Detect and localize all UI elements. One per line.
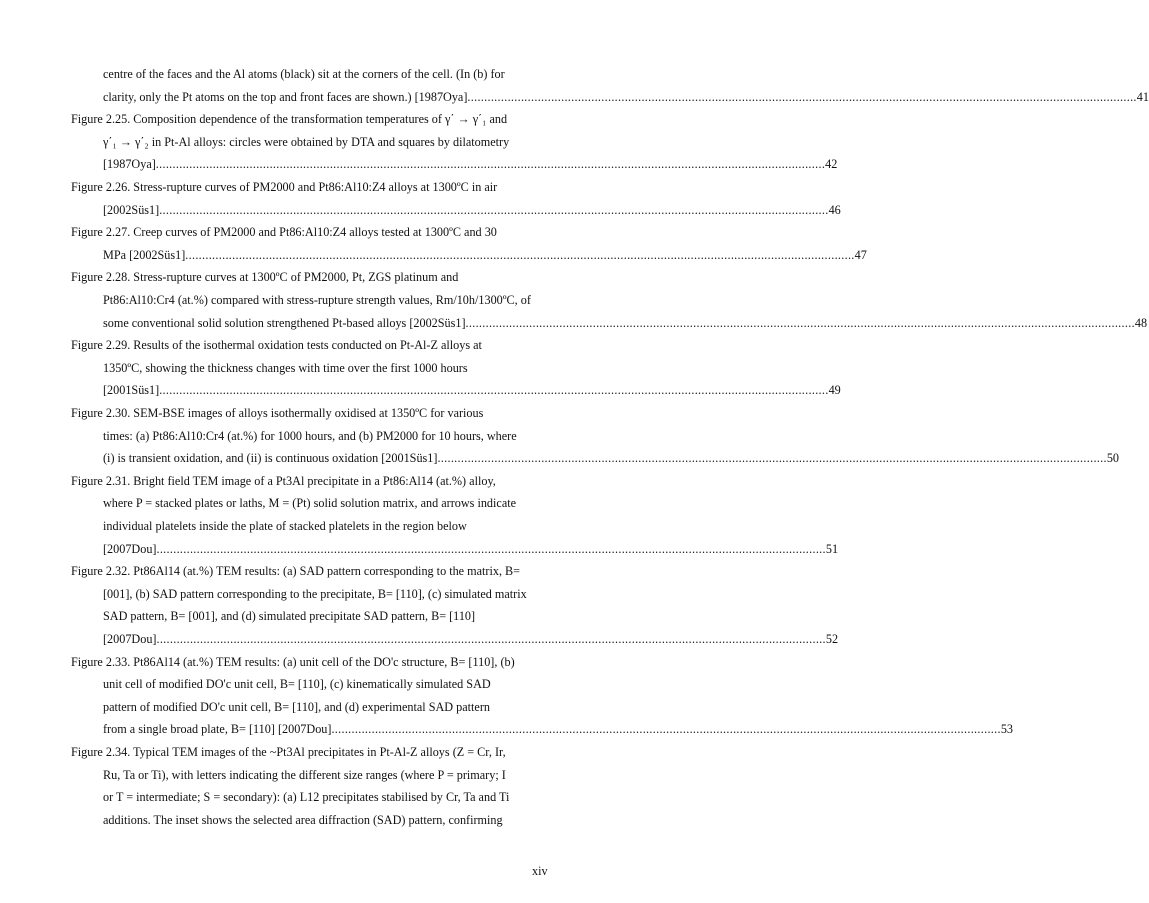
figure-entry-line xyxy=(103,632,839,647)
leader-dots: ........................................................................................................................................................................................................ xyxy=(156,632,826,646)
figure-entry-title: Figure 2.25. Composition dependence of the transformation temperatures of γ΄ → γ΄₁ and xyxy=(71,112,508,126)
entry-page-number: 53 xyxy=(1000,722,1014,736)
entry-text: [2002Süs1] xyxy=(103,203,160,217)
figure-entry-line: unit cell of modified DO'c unit cell, B= [110], (c) kinematically simulated SAD xyxy=(103,677,491,691)
figure-entry-line: where P = stacked plates or laths, M = (Pt) solid solution matrix, and arrows indicate xyxy=(103,496,517,510)
entry-page-number: 47 xyxy=(854,248,867,262)
entry-text: [2007Dou] xyxy=(103,632,157,646)
entry-text: [2007Dou] xyxy=(103,542,157,556)
entry-text: [1987Oya] xyxy=(103,157,156,171)
entry-page-number: 52 xyxy=(825,632,839,646)
figure-entry-line: Pt86:Al10:Cr4 (at.%) compared with stress-rupture strength values, Rm/10h/1300ºC, of xyxy=(103,293,531,307)
entry-page-number: 46 xyxy=(828,203,841,217)
entry-page-number: 50 xyxy=(1106,451,1120,465)
figure-entry-line xyxy=(103,157,838,172)
figure-entry-title: Figure 2.29. Results of the isothermal oxidation tests conducted on Pt-Al-Z alloys at xyxy=(71,338,482,352)
figure-entry-title: Figure 2.32. Pt86Al14 (at.%) TEM results: (a) SAD pattern corresponding to the matrix, B= xyxy=(71,564,521,578)
figure-entry-title: Figure 2.30. SEM-BSE images of alloys isothermally oxidised at 1350ºC for various xyxy=(71,406,484,420)
entry-text: (i) is transient oxidation, and (ii) is continuous oxidation [2001Süs1] xyxy=(103,451,438,465)
entry-page-number: 51 xyxy=(825,542,839,556)
figure-entry-line xyxy=(103,203,841,218)
figure-entry-line: γ΄₁ → γ΄₂ in Pt-Al alloys: circles were obtained by DTA and squares by dilatometry xyxy=(103,135,510,149)
figure-entry-title: Figure 2.26. Stress-rupture curves of PM2000 and Pt86:Al10:Z4 alloys at 1300ºC in air xyxy=(71,180,498,194)
entry-text: [2001Süs1] xyxy=(103,383,160,397)
figure-entry-line: pattern of modified DO'c unit cell, B= [110], and (d) experimental SAD pattern xyxy=(103,700,490,714)
leader-dots: ........................................................................................................................................................................................................ xyxy=(331,722,1001,736)
figure-entry-line xyxy=(103,722,1014,737)
entry-text: clarity, only the Pt atoms on the top and front faces are shown.) [1987Oya] xyxy=(103,90,468,104)
figure-entry-title: Figure 2.27. Creep curves of PM2000 and Pt86:Al10:Z4 alloys tested at 1300ºC and 30 xyxy=(71,225,497,239)
entry-text: some conventional solid solution strengthened Pt-based alloys [2002Süs1] xyxy=(103,316,466,330)
figure-entry-line xyxy=(103,383,841,398)
entry-page-number: 41 xyxy=(1136,90,1149,104)
entry-page-number: 49 xyxy=(828,383,841,397)
entry-text: from a single broad plate, B= [110] [2007Dou] xyxy=(103,722,332,736)
leader-dots: ........................................................................................................................................................................................................ xyxy=(437,451,1107,465)
figure-entry-line: or T = intermediate; S = secondary): (a) L12 precipitates stabilised by Cr, Ta and Ti xyxy=(103,790,510,804)
figure-entry-line xyxy=(103,90,1149,105)
figure-entry-line: centre of the faces and the Al atoms (black) sit at the corners of the cell. (In (b) for xyxy=(103,67,505,81)
figure-entry-line: Ru, Ta or Ti), with letters indicating the different size ranges (where P = primary; I xyxy=(103,768,506,782)
figure-entry-title: Figure 2.31. Bright field TEM image of a Pt3Al precipitate in a Pt86:Al14 (at.%) alloy, xyxy=(71,474,496,488)
figure-entry-title: Figure 2.34. Typical TEM images of the ~Pt3Al precipitates in Pt-Al-Z alloys (Z = Cr, Ir, xyxy=(71,745,506,759)
figure-entry-line: [001], (b) SAD pattern corresponding to the precipitate, B= [110], (c) simulated matrix xyxy=(103,587,527,601)
page-number: xiv xyxy=(532,864,548,878)
figure-entry-line: times: (a) Pt86:Al10:Cr4 (at.%) for 1000 hours, and (b) PM2000 for 10 hours, where xyxy=(103,429,517,443)
figure-entry-line xyxy=(103,451,1120,466)
figure-entry-line xyxy=(103,248,867,263)
leader-dots: ........................................................................................................................................................................................................ xyxy=(156,542,826,556)
figure-entry-line: SAD pattern, B= [001], and (d) simulated precipitate SAD pattern, B= [110] xyxy=(103,609,476,623)
leader-dots: ........................................................................................................................................................................................................ xyxy=(465,316,1135,330)
leader-dots: ........................................................................................................................................................................................................ xyxy=(159,383,829,397)
entry-page-number: 42 xyxy=(825,157,838,171)
figure-entry-title: Figure 2.33. Pt86Al14 (at.%) TEM results: (a) unit cell of the DO'c structure, B= [110], (b) xyxy=(71,655,515,669)
leader-dots: ........................................................................................................................................................................................................ xyxy=(155,157,826,171)
figure-entry-line: 1350ºC, showing the thickness changes with time over the first 1000 hours xyxy=(103,361,468,375)
entry-text: MPa [2002Süs1] xyxy=(103,248,186,262)
leader-dots: ........................................................................................................................................................................................................ xyxy=(159,203,829,217)
figure-entry-line xyxy=(103,316,1148,331)
entry-page-number: 48 xyxy=(1134,316,1148,330)
figure-entry-line: additions. The inset shows the selected area diffraction (SAD) pattern, confirming xyxy=(103,813,503,827)
leader-dots: ........................................................................................................................................................................................................ xyxy=(467,90,1137,104)
figure-entry-line: individual platelets inside the plate of stacked platelets in the region below xyxy=(103,519,467,533)
leader-dots: ........................................................................................................................................................................................................ xyxy=(185,248,855,262)
figure-entry-title: Figure 2.28. Stress-rupture curves at 1300ºC of PM2000, Pt, ZGS platinum and xyxy=(71,270,459,284)
figure-entry-line xyxy=(103,542,839,557)
